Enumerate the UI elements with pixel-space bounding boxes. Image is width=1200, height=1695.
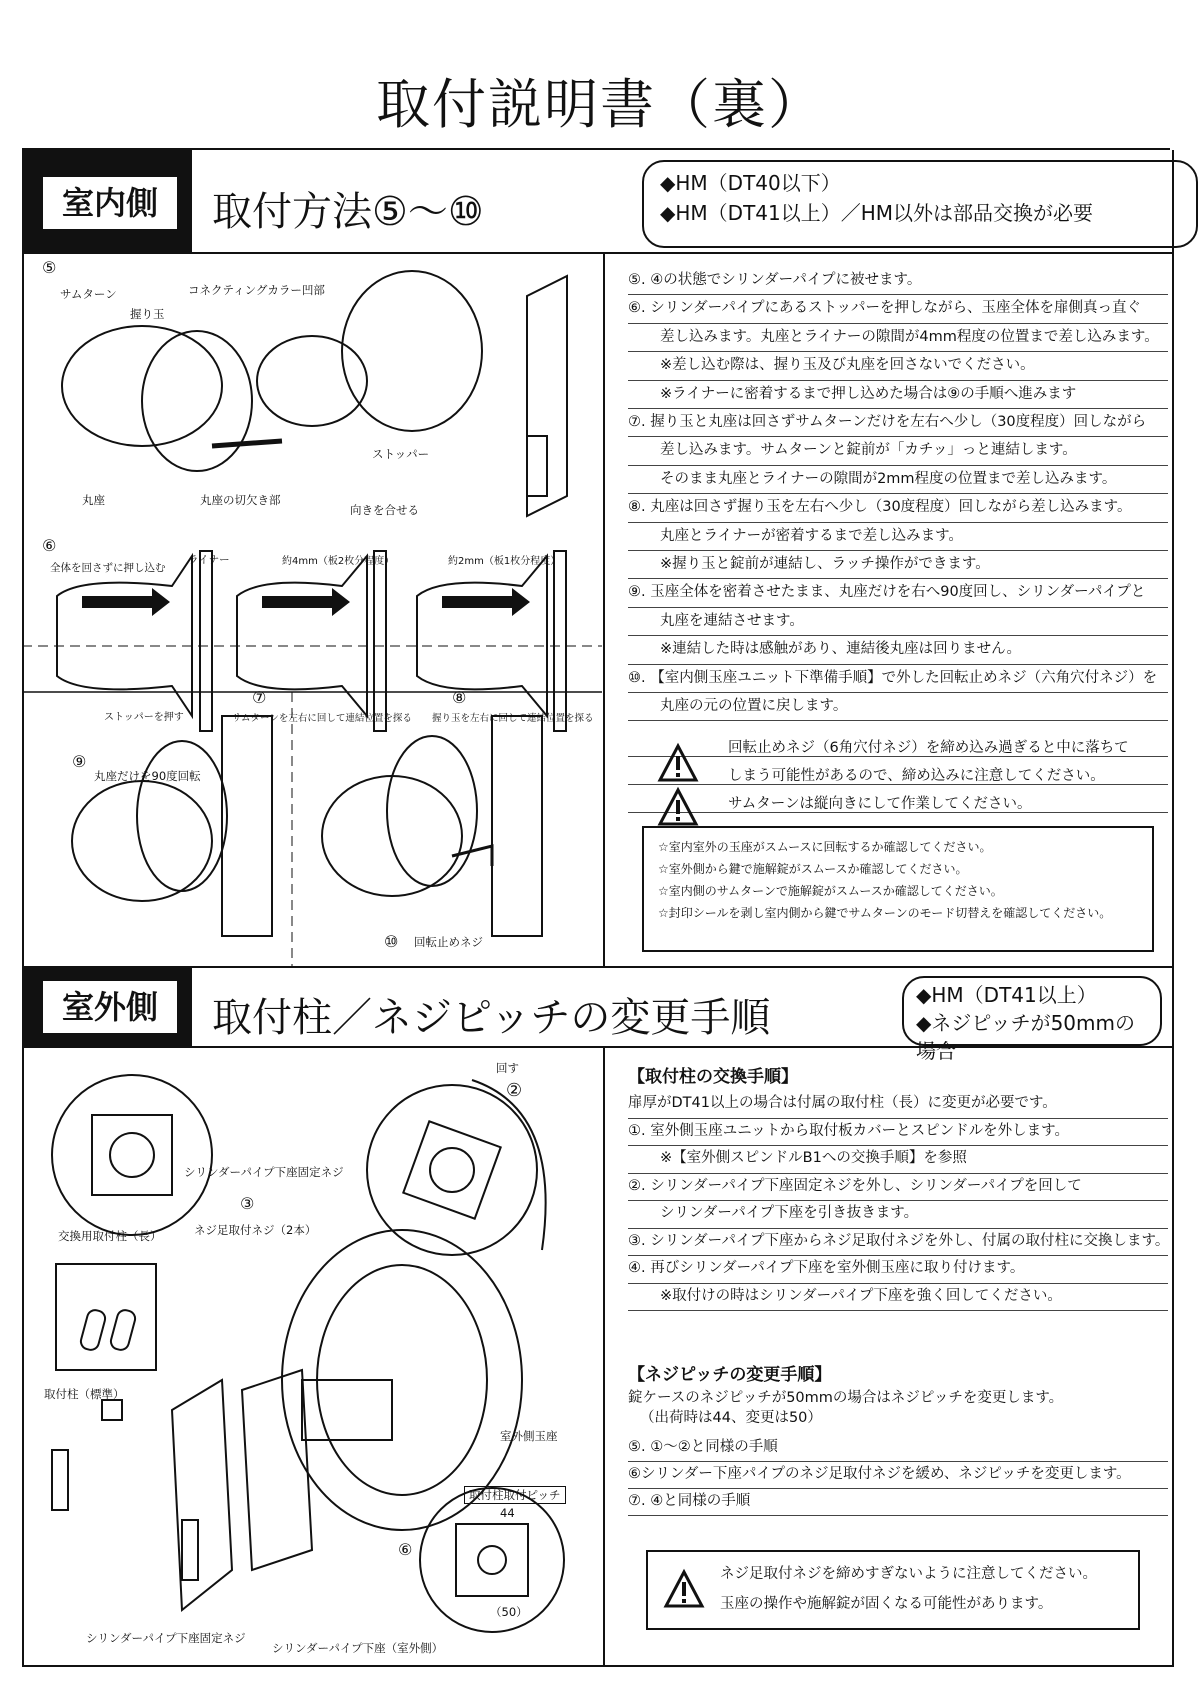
- fig5-label-thumbturn: サムターン: [60, 287, 117, 301]
- section1-header-divider: [22, 252, 1172, 254]
- fig1-square: [92, 1115, 172, 1195]
- step-row: ④. 再びシリンダーパイプ下座を室外側玉座に取り付けます。: [628, 1255, 1168, 1284]
- section1-notes: [642, 160, 1198, 248]
- fig2-label-rotate: 回す: [496, 1061, 519, 1075]
- section2-notes: [902, 976, 1162, 1063]
- fig5-label-collar: コネクティングカラー凹部: [188, 283, 325, 297]
- fig5-rose-shape: [142, 331, 252, 471]
- pitch-intro-2: （出荷時は44、変更は50）: [640, 1410, 822, 1426]
- step-row: ⑨. 玉座全体を密着させたまま、丸座だけを右へ90度回し、シリンダーパイプと: [628, 578, 1168, 607]
- step-row: ⑥. シリンダーパイプにあるストッパーを押しながら、玉座全体を扉側真っ直ぐ: [628, 294, 1168, 323]
- page-title: 取付説明書（裏）: [376, 73, 824, 136]
- step-row: ⑧. 丸座は回さず握り玉を左右へ少し（30度程度）回しながら差し込みます。: [628, 493, 1168, 522]
- fig-label-pipe-screw-2: シリンダーパイプ下座固定ネジ: [86, 1631, 246, 1645]
- step-row: 扉厚がDT41以上の場合は付属の取付柱（長）に変更が必要です。: [628, 1090, 1168, 1119]
- fig5-arrow: [212, 441, 282, 446]
- fig8-arrow: [442, 588, 530, 616]
- section2-tag: 室外側: [40, 978, 180, 1036]
- fig8-number: ⑧: [452, 688, 467, 707]
- step-row: ⑦. ④と同様の手順: [628, 1488, 1168, 1516]
- section1-note-2: ◆HM（DT41以上）／HM以外は部品交換が必要: [660, 201, 1094, 225]
- step-row: ③. シリンダーパイプ下座からネジ足取付ネジを外し、付属の取付柱に交換します。: [628, 1228, 1168, 1257]
- caution-icon: [664, 1570, 704, 1610]
- fig5-latch-hole: [527, 436, 547, 496]
- fig5-label-notch: 丸座の切欠き部: [200, 493, 281, 507]
- step-row: ※取付けの時はシリンダーパイプ下座を強く回してください。: [628, 1283, 1168, 1312]
- fig-label-pitch-title: 取付柱取付ピッチ: [464, 1486, 566, 1504]
- section2-illustrations: [22, 1050, 602, 1660]
- fig10-number: ⑩: [384, 932, 399, 951]
- fig8-liner: [554, 551, 566, 731]
- step-row: ※握り玉と錠前が連結し、ラッチ操作ができます。: [628, 550, 1168, 579]
- section1-warning-3: サムターンは縦向きにして作業してください。: [728, 796, 1032, 812]
- section2-heading-post-exchange: 【取付柱の交換手順】: [628, 1067, 798, 1087]
- fig6-liner: [200, 551, 212, 731]
- fig-label-spare-post: 交換用取付柱（長）: [58, 1229, 162, 1243]
- fig7-number: ⑦: [252, 688, 267, 707]
- section1-tag: 室内側: [40, 174, 180, 232]
- fig1-rose-top: [52, 1075, 212, 1235]
- fig5-label-stopper: ストッパー: [372, 447, 430, 461]
- fig6-label-press-stopper: ストッパーを押す: [104, 712, 184, 723]
- section1-warning-2: しまう可能性があるので、締め込みに注意してください。: [728, 768, 1105, 784]
- section2-heading-pitch-change: 【ネジピッチの変更手順】: [628, 1365, 832, 1385]
- step-row: ※ライナーに密着するまで押し込めた場合は⑨の手順へ進みます: [628, 380, 1168, 409]
- step-row: 差し込みます。丸座とライナーの隙間が4mm程度の位置まで差し込みます。: [628, 323, 1168, 352]
- fig6-label-liner: ライナー: [188, 554, 230, 566]
- section1-illustrations: [22, 256, 602, 966]
- caution-icon: [658, 788, 698, 828]
- step-row: ⑤. ①～②と同様の手順: [628, 1434, 1168, 1462]
- fig9-number: ⑨: [72, 752, 87, 771]
- fig7-liner: [374, 551, 386, 731]
- section2-note-1: ◆HM（DT41以上）: [916, 983, 1097, 1007]
- fig10-door-plate: [492, 716, 542, 936]
- section2-note-2: ◆ネジピッチが50mmの場合: [916, 1011, 1135, 1063]
- step-row: ※連結した時は感触があり、連結後丸座は回りません。: [628, 635, 1168, 664]
- fig6-label-push: 全体を回さずに押し込む: [50, 562, 166, 574]
- fig9-label-rotate: 丸座だけを90度回転: [94, 769, 201, 783]
- step-row: ⑦. 握り玉と丸座は回さずサムターンだけを左右へ少し（30度程度）回しながら: [628, 408, 1168, 437]
- step-row: シリンダーパイプ下座を引き抜きます。: [628, 1200, 1168, 1229]
- pitch-intro-1: 錠ケースのネジピッチが50mmの場合はネジピッチを変更します。: [628, 1390, 1064, 1406]
- fig6-number: ⑥: [42, 536, 57, 555]
- section1-column-divider: [603, 254, 605, 968]
- fig8-label-gap2: 約2mm（板1枚分程度）: [448, 556, 561, 567]
- fig5-knob-shape: [62, 326, 222, 446]
- step-row: 丸座の元の位置に戻します。: [628, 692, 1168, 721]
- step-row: ※【室外側スピンドルB1への交換手順】を参照: [628, 1145, 1168, 1174]
- step-row: 差し込みます。サムターンと錠前が「カチッ」っと連結します。: [628, 436, 1168, 465]
- caution-icon: [658, 744, 698, 784]
- section2-top-divider: [22, 966, 1172, 968]
- section2-warning-1: ネジ足取付ネジを締めすぎないように注意してください。: [720, 1566, 1097, 1582]
- fig3-number: ③: [240, 1194, 255, 1213]
- section1-check-box: [642, 826, 1154, 952]
- section2-title: 取付柱／ネジピッチの変更手順: [212, 995, 771, 1041]
- fig5-cylinder-shape: [257, 336, 367, 426]
- fig7-arrow: [262, 588, 350, 616]
- fig-label-outer-rose: 室外側玉座: [500, 1429, 558, 1443]
- section1-note-1: ◆HM（DT40以下）: [660, 171, 841, 195]
- fig10-rose: [387, 736, 477, 886]
- fig6b-number: ⑥: [398, 1540, 413, 1559]
- fig5-door-rose: [342, 271, 482, 431]
- section2-column-divider: [603, 1048, 605, 1665]
- spare-post-box: [56, 1264, 156, 1370]
- cylinder-pipe: [302, 1380, 392, 1440]
- check-item: ☆室内室外の玉座がスムースに回転するか確認してください。: [658, 840, 992, 854]
- step-row: 丸座を連結させます。: [628, 607, 1168, 636]
- fig-label-pipe-base: シリンダーパイプ下座（室外側）: [272, 1641, 444, 1655]
- step-row: ⑥シリンダー下座パイプのネジ足取付ネジを緩め、ネジピッチを変更します。: [628, 1461, 1168, 1489]
- step-row: 丸座とライナーが密着するまで差し込みます。: [628, 522, 1168, 551]
- fig9-knob: [72, 781, 212, 901]
- fig9-rose: [137, 741, 227, 891]
- fig10-knob: [322, 776, 462, 896]
- fig8-label-turn-knob: 握り玉を左右に回して連結位置を探る: [432, 713, 594, 724]
- step-row: ⑩. 【室内側玉座ユニット下準備手順】で外した回転止めネジ（六角穴付ネジ）を: [628, 664, 1168, 693]
- check-item: ☆室外側から鍵で施解錠がスムースか確認してください。: [658, 862, 968, 876]
- section1-title: 取付方法⑤～⑩: [212, 189, 484, 235]
- section1-warning-1: 回転止めネジ（6角穴付ネジ）を締め込み過ぎると中に落ちて: [728, 740, 1129, 756]
- post-standard: [52, 1450, 68, 1510]
- fig5-label-round-seat: 丸座: [82, 493, 105, 507]
- fig5-label-align: 向きを合せる: [350, 503, 419, 517]
- step-row: ⑤. ④の状態でシリンダーパイプに被せます。: [628, 266, 1168, 295]
- fig1-label-pipe-screw: シリンダーパイプ下座固定ネジ: [184, 1165, 344, 1179]
- check-item: ☆室内側のサムターンで施解錠がスムースか確認してください。: [658, 884, 1003, 898]
- fig10-label-screw: 回転止めネジ: [414, 935, 483, 949]
- fig9-door-plate: [222, 716, 272, 936]
- step-row: そのまま丸座とライナーの隙間が2mm程度の位置まで差し込みます。: [628, 465, 1168, 494]
- fig7-label-gap4: 約4mm（板2枚分程度）: [282, 556, 395, 567]
- fig-label-pitch-44: 44: [500, 1506, 515, 1520]
- step-row: ※差し込む際は、握り玉及び丸座を回さないでください。: [628, 351, 1168, 380]
- fig-label-pitch-50: （50）: [490, 1605, 528, 1619]
- fig2-number: ②: [506, 1080, 523, 1101]
- step-row: ②. シリンダーパイプ下座固定ネジを外し、シリンダーパイプを回して: [628, 1173, 1168, 1202]
- check-item: ☆封印シールを剥し室内側から鍵でサムターンのモード切替えを確認してください。: [658, 906, 1112, 920]
- fig10-hex-key: [452, 846, 492, 866]
- fig6-arrow: [82, 588, 170, 616]
- step-row: ①. 室外側玉座ユニットから取付板カバーとスピンドルを外します。: [628, 1118, 1168, 1147]
- section2-warning-2: 玉座の操作や施解錠が固くなる可能性があります。: [720, 1596, 1053, 1612]
- fig3-label-leg-screw: ネジ足取付ネジ（2本）: [194, 1223, 317, 1237]
- fig-label-post-standard: 取付柱（標準）: [44, 1387, 125, 1401]
- fig5-label-knob: 握り玉: [130, 307, 165, 321]
- fig5-number: ⑤: [42, 258, 57, 277]
- fig7-label-turn-thumb: サムターンを左右に回して連結位置を探る: [232, 713, 412, 724]
